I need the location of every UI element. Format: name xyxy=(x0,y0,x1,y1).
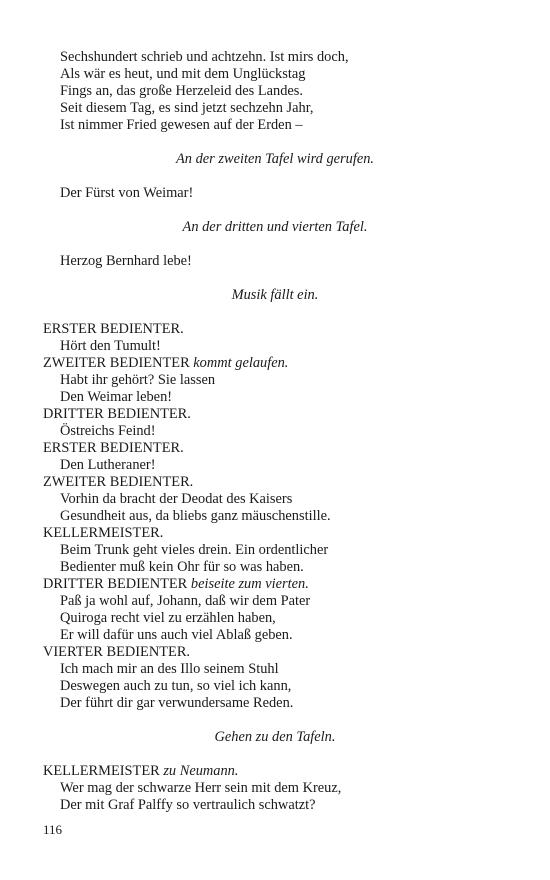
verse-line: Der Fürst von Weimar! xyxy=(60,185,194,201)
verse-line: Ist nimmer Fried gewesen auf der Erden – xyxy=(60,117,303,133)
verse-line: Ich mach mir an des Illo seinem Stuhl xyxy=(60,661,279,677)
speaker-name: ZWEITER BEDIENTER. xyxy=(43,474,194,490)
stage-direction: An der dritten und vierten Tafel. xyxy=(182,219,368,235)
verse-line: Deswegen auch zu tun, so viel ich kann, xyxy=(60,678,292,694)
verse-line: Bedienter muß kein Ohr für so was haben. xyxy=(60,559,304,575)
speaker-heading xyxy=(43,355,288,372)
verse-line: Wer mag der schwarze Herr sein mit dem Kreuz, xyxy=(60,780,342,796)
verse-line: Fings an, das große Herzeleid des Landes. xyxy=(60,83,303,99)
speaker-name: KELLERMEISTER xyxy=(43,763,160,779)
verse-line: Hört den Tumult! xyxy=(60,338,161,354)
speaker-heading xyxy=(43,763,238,780)
speaker-heading xyxy=(43,321,184,338)
verse-line: Paß ja wohl auf, Johann, daß wir dem Pater xyxy=(60,593,311,609)
verse-line: Beim Trunk geht vieles drein. Ein ordentlicher xyxy=(60,542,329,558)
verse-line: Herzog Bernhard lebe! xyxy=(60,253,192,269)
verse-line: Der mit Graf Palffy so vertraulich schwatzt? xyxy=(60,797,316,813)
verse-line: Er will dafür uns auch viel Ablaß geben. xyxy=(60,627,293,643)
verse-line: Gesundheit aus, da bliebs ganz mäuschenstille. xyxy=(60,508,331,524)
speaker-name: DRITTER BEDIENTER xyxy=(43,576,188,592)
verse-line: Vorhin da bracht der Deodat des Kaisers xyxy=(60,491,293,507)
speaker-heading xyxy=(43,440,184,457)
speaker-direction: kommt gelaufen. xyxy=(193,355,289,371)
verse-line: Östreichs Feind! xyxy=(60,423,156,439)
verse-line: Den Weimar leben! xyxy=(60,389,173,405)
verse-line: Habt ihr gehört? Sie lassen xyxy=(60,372,216,388)
speaker-heading xyxy=(43,525,163,542)
speaker-name: ZWEITER BEDIENTER xyxy=(43,355,190,371)
speaker-heading xyxy=(43,576,309,593)
speaker-heading xyxy=(43,474,193,491)
page-number: 116 xyxy=(43,822,63,837)
speaker-heading xyxy=(43,644,190,661)
speaker-name: DRITTER BEDIENTER. xyxy=(43,406,191,422)
speaker-name: ERSTER BEDIENTER. xyxy=(43,440,184,456)
verse-line: Seit diesem Tag, es sind jetzt sechzehn Jahr, xyxy=(60,100,314,116)
speaker-name: ERSTER BEDIENTER. xyxy=(43,321,184,337)
verse-line: Den Lutheraner! xyxy=(60,457,156,473)
speaker-name: VIERTER BEDIENTER. xyxy=(43,644,191,660)
stage-direction: An der zweiten Tafel wird gerufen. xyxy=(176,151,374,167)
verse-line: Quiroga recht viel zu erzählen haben, xyxy=(60,610,276,626)
verse-line: Als wär es heut, und mit dem Unglückstag xyxy=(60,66,306,82)
speaker-heading xyxy=(43,406,191,423)
speaker-direction: zu Neumann. xyxy=(163,763,239,779)
verse-line: Sechshundert schrieb und achtzehn. Ist mirs doch, xyxy=(60,49,349,65)
stage-direction: Musik fällt ein. xyxy=(231,287,319,303)
speaker-name: KELLERMEISTER. xyxy=(43,525,164,541)
speaker-direction: beiseite zum vierten. xyxy=(190,576,309,592)
verse-line: Der führt dir gar verwundersame Reden. xyxy=(60,695,294,711)
stage-direction: Gehen zu den Tafeln. xyxy=(214,729,336,745)
